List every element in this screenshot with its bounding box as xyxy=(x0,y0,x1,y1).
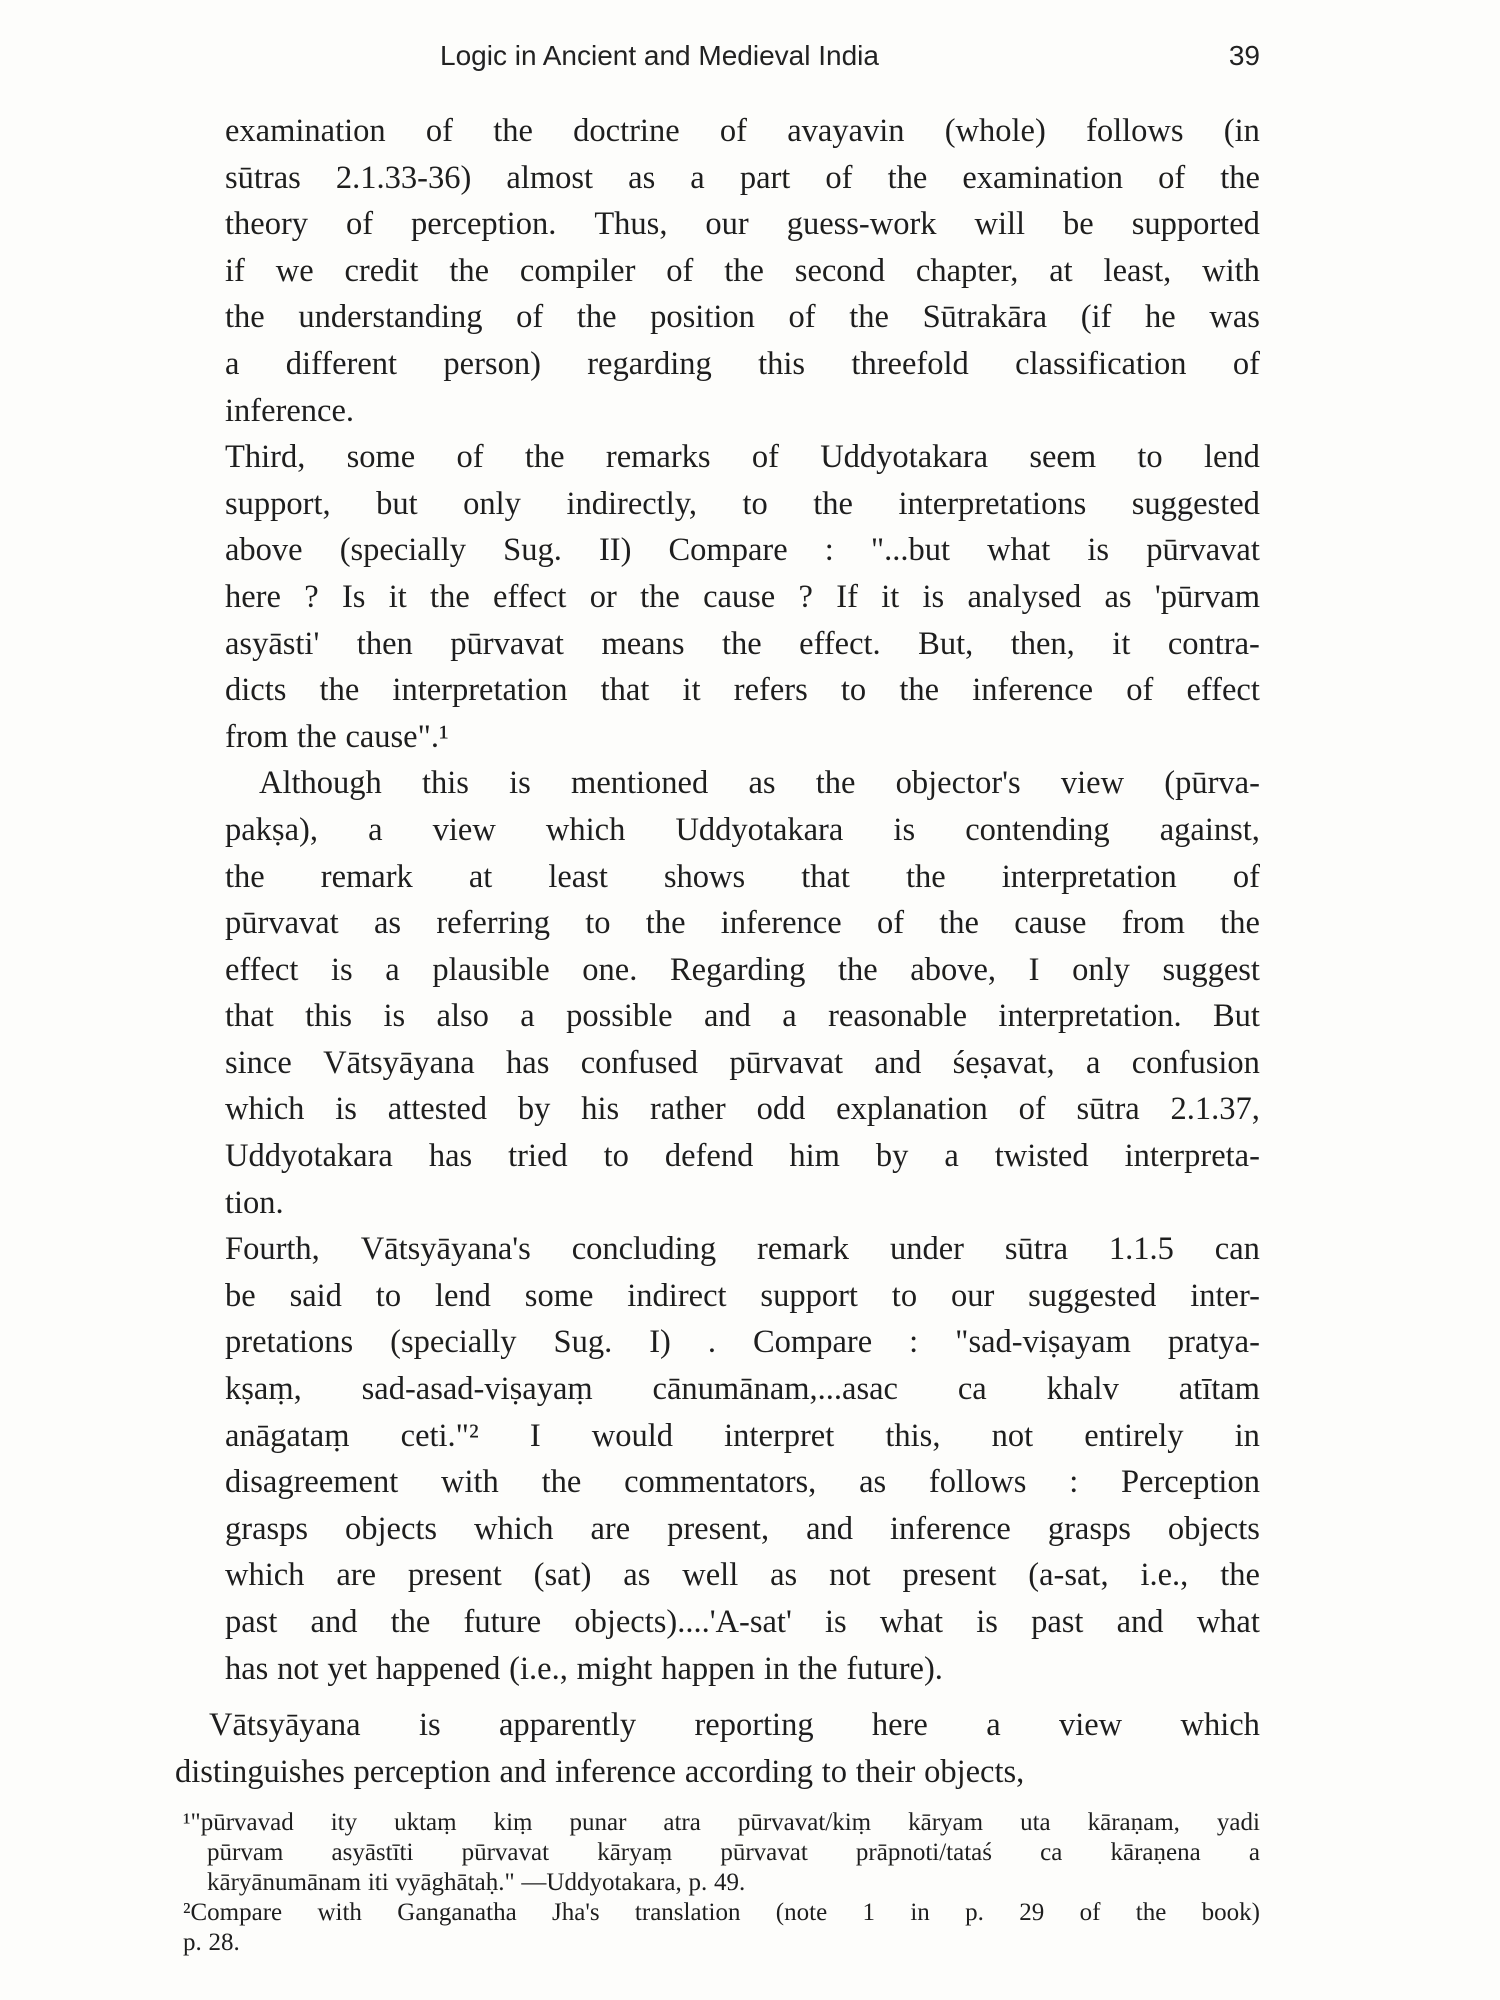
text-line: sūtras 2.1.33-36) almost as a part of the examination of the xyxy=(225,159,1260,196)
text-line: anāgataṃ ceti."² I would interpret this, not entirely in xyxy=(225,1417,1260,1454)
text-line: support, but only indirectly, to the interpretations suggested xyxy=(225,485,1260,522)
text-line: ¹"pūrvavad ity uktaṃ kiṃ punar atra pūrvavat/kiṃ kāryam uta kāraṇam, yadi xyxy=(183,1809,1260,1836)
text-line: the understanding of the position of the Sūtrakāra (if he was xyxy=(225,299,1260,336)
paragraph-2 xyxy=(225,434,1260,760)
text-line: grasps objects which are present, and inference grasps objects xyxy=(225,1510,1260,1547)
running-header xyxy=(440,40,1260,72)
text-line: tion. xyxy=(225,1184,284,1221)
text-line: above (specially Sug. II) Compare : "...but what is pūrvavat xyxy=(225,532,1260,569)
text-line: theory of perception. Thus, our guess-work will be supported xyxy=(225,206,1260,243)
footnote-2 xyxy=(183,1898,1260,1958)
text-line: has not yet happened (i.e., might happen in the future). xyxy=(225,1650,943,1687)
text-line: here ? Is it the effect or the cause ? If it is analysed as 'pūrvam xyxy=(225,578,1260,615)
text-line: distinguishes perception and inference according to their objects, xyxy=(175,1753,1025,1790)
text-line: asyāsti' then pūrvavat means the effect. But, then, it contra- xyxy=(225,625,1260,662)
paragraph-1 xyxy=(225,108,1260,434)
text-line: a different person) regarding this threefold classification of xyxy=(225,345,1260,382)
paragraph-3 xyxy=(225,760,1260,1226)
text-line: disagreement with the commentators, as follows : Perception xyxy=(225,1464,1260,1501)
text-line: ²Compare with Ganganatha Jha's translation (note 1 in p. 29 of the book) xyxy=(183,1899,1260,1926)
text-line: past and the future objects)....'A-sat' is what is past and what xyxy=(225,1604,1260,1640)
text-line: p. 28. xyxy=(183,1929,240,1956)
text-line: Fourth, Vātsyāyana's concluding remark under sūtra 1.1.5 can xyxy=(225,1231,1260,1268)
text-line: which is attested by his rather odd explanation of sūtra 2.1.37, xyxy=(225,1091,1260,1128)
text-line: Vātsyāyana is apparently reporting here a view which xyxy=(209,1707,1260,1744)
text-line: pakṣa), a view which Uddyotakara is contending against, xyxy=(225,811,1260,848)
paragraph-4 xyxy=(225,1226,1260,1692)
text-line: if we credit the compiler of the second chapter, at least, with xyxy=(225,252,1260,289)
text-line: from the cause".¹ xyxy=(225,718,449,755)
page-number: 39 xyxy=(1228,40,1260,71)
text-line: pūrvavat as referring to the inference of the cause from the xyxy=(225,905,1260,942)
text-line: pretations (specially Sug. I) . Compare : "sad-viṣayam pratya- xyxy=(225,1324,1260,1361)
text-line: pūrvam asyāstīti pūrvavat kāryaṃ pūrvavat prāpnoti/tataś ca kāraṇena a xyxy=(207,1839,1260,1866)
text-line: Third, some of the remarks of Uddyotakara seem to lend xyxy=(225,439,1260,476)
text-line: be said to lend some indirect support to our suggested inter- xyxy=(225,1277,1260,1314)
text-line: which are present (sat) as well as not present (a-sat, i.e., the xyxy=(225,1557,1260,1594)
paragraph-gap xyxy=(225,1692,1260,1702)
footnotes xyxy=(183,1808,1260,1958)
text-line: kāryānumānam iti vyāghātaḥ." —Uddyotakara, p. 49. xyxy=(207,1869,746,1896)
text-line: dicts the interpretation that it refers to the inference of effect xyxy=(225,672,1260,709)
text-line: since Vātsyāyana has confused pūrvavat and śeṣavat, a confusion xyxy=(225,1044,1260,1081)
text-line: inference. xyxy=(225,392,355,429)
text-line: kṣaṃ, sad-asad-viṣayaṃ cānumānam,...asac ca khalv atītam xyxy=(225,1371,1260,1408)
paragraph-5 xyxy=(175,1702,1260,1795)
text-line: the remark at least shows that the interpretation of xyxy=(225,858,1260,895)
footnote-1 xyxy=(183,1808,1260,1898)
text-line: examination of the doctrine of avayavin (whole) follows (in xyxy=(225,113,1260,149)
text-line: effect is a plausible one. Regarding the above, I only suggest xyxy=(225,951,1260,988)
running-title: Logic in Ancient and Medieval India xyxy=(440,40,879,71)
body-text xyxy=(175,108,1260,1795)
text-line: that this is also a possible and a reasonable interpretation. But xyxy=(225,998,1260,1035)
text-line: Although this is mentioned as the objector's view (pūrva- xyxy=(259,765,1260,802)
text-line: Uddyotakara has tried to defend him by a twisted interpreta- xyxy=(225,1138,1260,1175)
